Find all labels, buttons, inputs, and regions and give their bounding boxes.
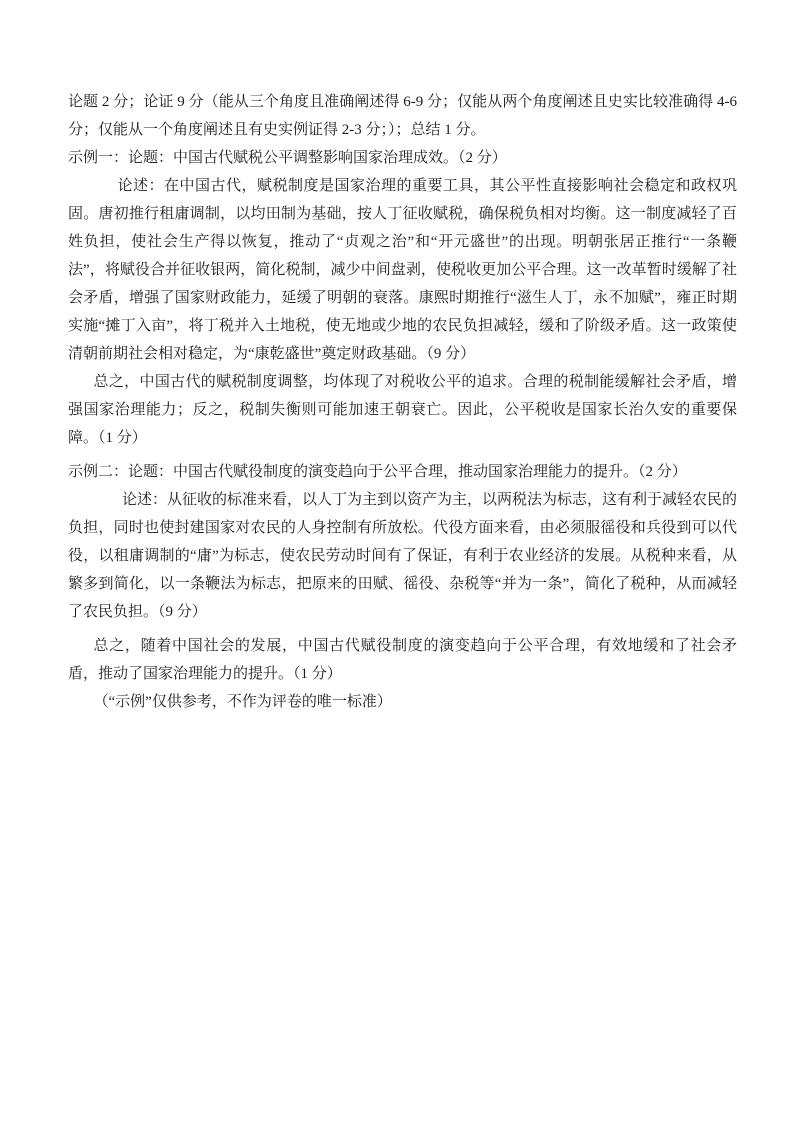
paragraph-example2-exposition: 论述：从征收的标准来看，以人丁为主到以资产为主，以两税法为标志，这有利于减轻农民的负担，同时也使封建国家对农民的人身控制有所放松。代役方面来看，由必须服徭役和兵役到可以代役，以租庸调制的“庸”为标志，使农民劳动时间有了保证，有利于农业经济的发展。从税种来看，从繁多到简化，以一条鞭法为标志，把原来的田赋、徭役、杂税等“并为一条”，简化了税种，从而减轻了农民负担。（9 分）	[68, 492, 738, 620]
paragraph-example1-thesis: 示例一：论题：中国古代赋税公平调整影响国家治理成效。（2 分）	[68, 150, 507, 166]
paragraph-reference-note: （“示例”仅供参考，不作为评卷的唯一标准）	[93, 694, 392, 710]
paragraph-example1-exposition: 论述：在中国古代，赋税制度是国家治理的重要工具，其公平性直接影响社会稳定和政权巩固。唐初推行租庸调制，以均田制为基础，按人丁征收赋税，确保税负相对均衡。这一制度减轻了百姓负担，使社会生产得以恢复，推动了“贞观之治”和“开元盛世”的出现。明朝张居正推行“一条鞭法”，将赋役合并征收银两，简化税制，减少中间盘剥，使税收更加公平合理。这一改革暂时缓解了社会矛盾，增强了国家财政能力，延缓了明朝的衰落。康熙时期推行“滋生人丁，永不加赋”，雍正时期实施“摊丁入亩”，将丁税并入土地税，使无地或少地的农民负担减轻，缓和了阶级矛盾。这一政策使清朝前期社会相对稳定，为“康乾盛世”奠定财政基础。（9 分）	[68, 178, 737, 362]
paragraph-example2-thesis: 示例二：论题：中国古代赋役制度的演变趋向于公平合理，推动国家治理能力的提升。（2 分）	[68, 464, 687, 480]
paragraph-scoring-rubric: 论题 2 分；论证 9 分（能从三个角度且准确阐述得 6-9 分；仅能从两个角度阐述且史实比较准确得 4-6 分；仅能从一个角度阐述且有史实例证得 2-3 分；）；总结 1 分。	[68, 94, 737, 138]
paragraph-example2-conclusion: 总之，随着中国社会的发展，中国古代赋役制度的演变趋向于公平合理，有效地缓和了社会矛盾，推动了国家治理能力的提升。（1 分）	[68, 638, 737, 682]
paragraph-example1-conclusion: 总之，中国古代的赋税制度调整，均体现了对税收公平的追求。合理的税制能缓解社会矛盾，增强国家治理能力；反之，税制失衡则可能加速王朝衰亡。因此，公平税收是国家长治久安的重要保障。（1 分）	[68, 374, 737, 446]
